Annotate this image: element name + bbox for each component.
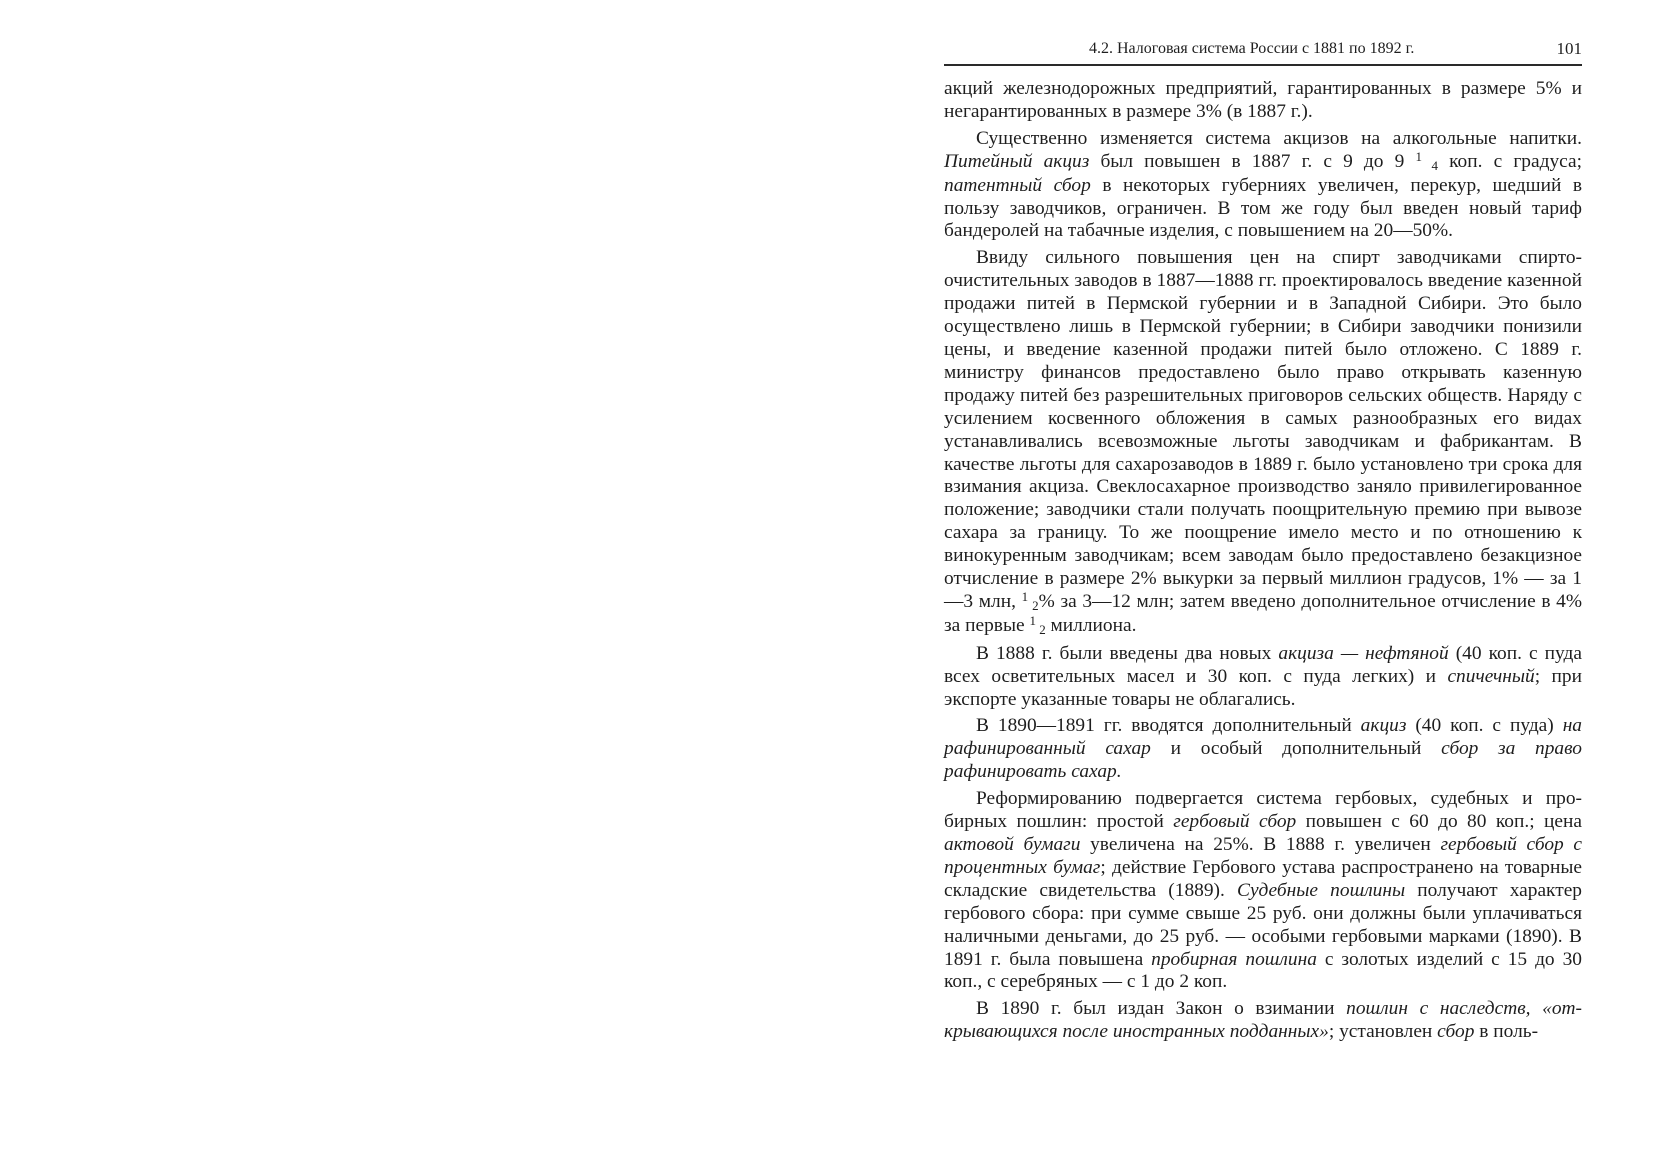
page-number: 101	[1556, 39, 1582, 58]
text-run: В 1890 г. был издан Закон о взимании	[976, 998, 1347, 1020]
italic-term: пробирная пошлина	[1151, 948, 1317, 970]
paragraph-5	[944, 715, 1582, 784]
fraction-denominator: 2	[1039, 621, 1046, 637]
paragraph-6	[944, 788, 1582, 994]
text-run: ; установлен	[1328, 1021, 1438, 1043]
text-run: и особый дополнительный	[1150, 738, 1442, 760]
text-run: увеличена на 25%. В 1888 г. увеличен	[1080, 834, 1441, 855]
italic-term: Судебные пошлины	[1237, 879, 1406, 901]
fraction-half	[1029, 612, 1046, 637]
paragraph-2	[944, 128, 1582, 244]
book-page	[944, 36, 1582, 1048]
fraction-numerator: 1	[1029, 612, 1036, 628]
text-run: в некоторых губерниях увеличен, перекур, шедший в пользу заводчиков, ограничен. В том же году был введен новый тариф бандеролей на табачные изделия, с повышением на 20—50%.	[944, 174, 1582, 242]
text-run: получают характер гербового сбора: при сумме свыше 25 руб. они должны были уплачиваться наличными деньгами, до 25 руб. — особыми гербовыми марками (1890). В 1891 г. была повышена	[944, 879, 1582, 970]
running-title: 4.2. Налоговая система России с 1881 по 1892 г.	[1089, 40, 1415, 57]
italic-term: Питейный акциз	[944, 150, 1090, 172]
body-text	[944, 78, 1582, 1044]
italic-term: гербовый сбор	[1173, 811, 1297, 833]
italic-term: акциз	[1360, 715, 1407, 737]
italic-term: сбор за право рафинировать сахар.	[944, 738, 1582, 783]
italic-term: актовой бумаги	[944, 834, 1081, 855]
italic-term: спичечный	[1447, 665, 1535, 687]
text-run: Ввиду сильного повышения цен на спирт заводчиками спиртоочистительных заводов в 1887—1888 гг. проектировалось введение казенной продажи питей в Пермской губернии и в Западной Сибири. Это было осуществлено лишь в Пермской губернии; в Сибири заводчики понизили цены, и введение казенной продажи питей было отложено. С 1889 г. министру финансов предоставлено было право открывать казенную продажу питей без разрешительных приговоров сельских обществ. Наряду с усилением косвенного обложения в самых разнообразных его видах устанавливались всевозможные льготы заводчикам и фабрикантам. В качестве льготы для сахарозаводов в 1889 г. было установлено три срока для взимания акциза. Свеклосахарное производство заняло привилегированное положение; заводчики стали получать поощрительную премию при вывозе сахара за границу. То же поощрение имело место и по отношению к винокуренным заводчикам; всем заводам было предоставлено безакцизное отчисление в размере 2% выкурки за первый миллион градусов, 1% — за 1—3 млн,	[944, 247, 1582, 612]
running-header	[944, 36, 1582, 66]
paragraph-3	[944, 247, 1582, 638]
text-run: с золотых изделий с 15 до 30 коп., с серебряных — с 1 до 2 коп.	[944, 948, 1582, 993]
text-run: (40 коп. с пуда)	[1406, 715, 1563, 737]
text-run: ; при экспорте указанные товары не облагались.	[944, 665, 1582, 710]
fraction-numerator: 1	[1415, 148, 1422, 164]
fraction-numerator: 1	[1021, 588, 1029, 604]
text-run: Существенно изменяется система акцизов на алкогольные напитки.	[976, 127, 1582, 149]
paragraph-7	[944, 998, 1582, 1044]
italic-term: патентный сбор	[944, 174, 1091, 196]
italic-term: на рафинированный сахар	[944, 715, 1583, 760]
italic-term: пошлин с наследств, «открывающихся после иностранных подданных»	[944, 998, 1582, 1043]
text-run: % за 3—12 млн; затем введено дополнительное отчисление в 4% за первые	[944, 590, 1582, 636]
italic-term: акциза — нефтяной	[1278, 642, 1449, 664]
italic-term: сбор	[1437, 1021, 1475, 1043]
text-run: коп. с градуса;	[1437, 150, 1582, 172]
fraction-half	[1021, 588, 1039, 613]
text-run: (40 коп. с пуда всех осветительных масел и 30 коп. с пуда легких) и	[944, 642, 1582, 687]
fraction-denominator: 4	[1431, 157, 1438, 173]
text-run: акций железнодорожных предприятий, гарантированных в размере 5% и негарантированных в размере 3% (в 1887 г.).	[944, 78, 1582, 122]
text-run: повышен с 60 до 80 коп.; цена	[1296, 811, 1582, 833]
text-run: В 1890—1891 гг. вводятся дополнительный	[976, 715, 1361, 737]
text-run: ; действие Гербового устава распространено на товарные складские свидетельства (1889).	[944, 856, 1582, 901]
text-run: миллиона.	[1045, 614, 1137, 636]
text-run: был повышен в 1887 г. с 9 до 9	[1089, 150, 1416, 172]
text-run: Реформированию подвергается система гербовых, судебных и пробирных пошлин: простой	[944, 788, 1582, 833]
paragraph-1	[944, 78, 1582, 124]
text-run: в поль-	[1474, 1021, 1539, 1043]
fraction-denominator: 2	[1032, 597, 1039, 613]
text-run: В 1888 г. были введены два новых	[976, 642, 1279, 664]
fraction-quarter	[1415, 148, 1438, 173]
paragraph-4	[944, 643, 1582, 712]
italic-term: гербовый сбор с процентных бумаг	[944, 834, 1583, 878]
